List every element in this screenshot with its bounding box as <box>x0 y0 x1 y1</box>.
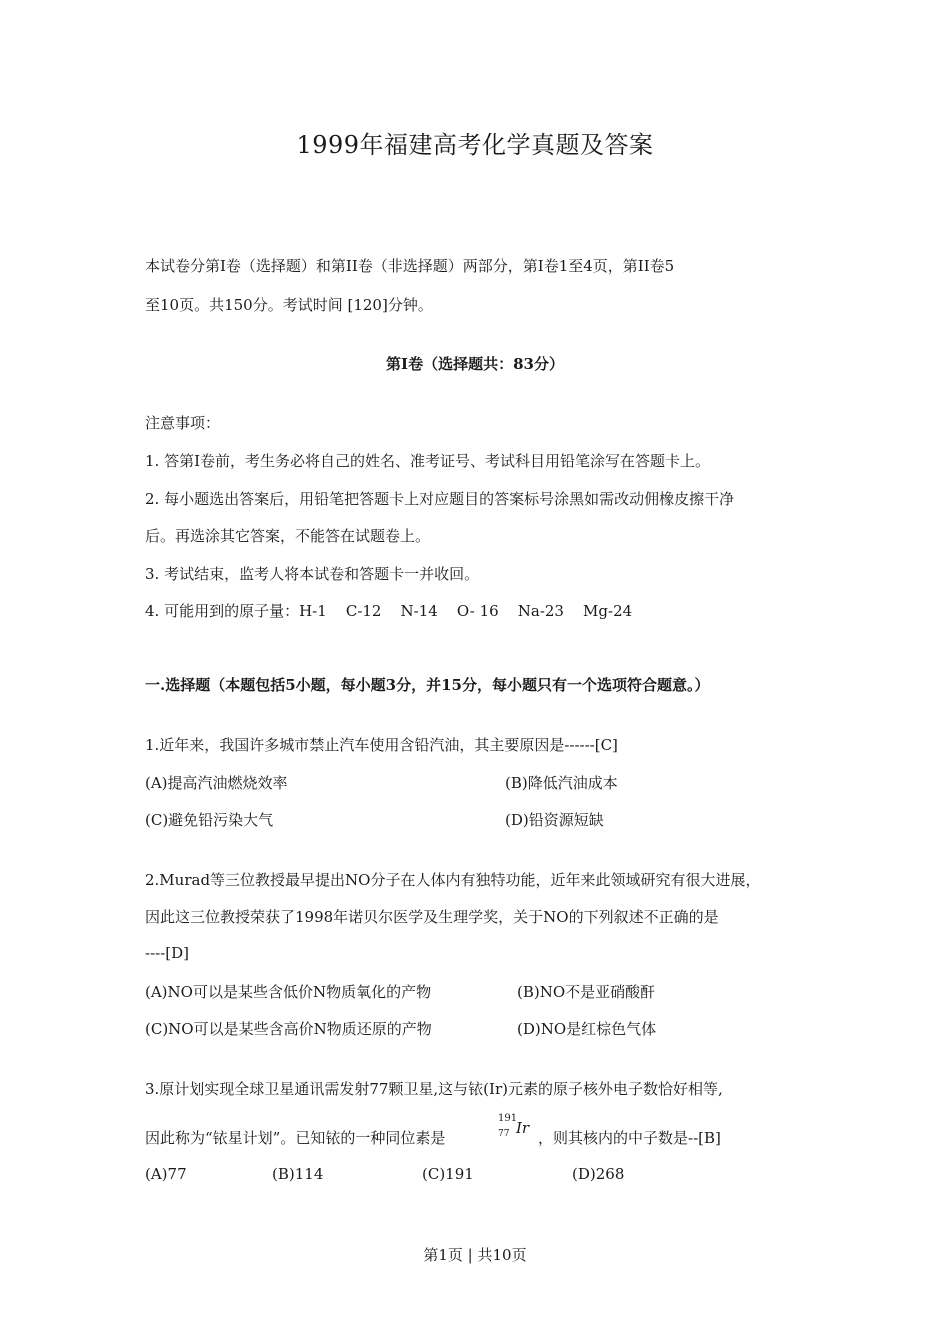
note-item-3: 3. 考试结束，监考人将本试卷和答题卡一并收回。 <box>145 565 480 583</box>
q3-option-b: (B)114 <box>272 1165 324 1183</box>
q1-option-a: (A)提高汽油燃烧效率 <box>145 774 288 792</box>
q1-stem: 1.近年来，我国许多城市禁止汽车使用含铅汽油，其主要原因是------[C] <box>145 736 618 754</box>
isotope-atomic-number: 77 <box>498 1129 510 1139</box>
note-item-2-line-2: 后。再选涂其它答案，不能答在试题卷上。 <box>145 527 431 545</box>
q3-option-d: (D)268 <box>572 1165 625 1183</box>
intro-line-1: 本试卷分第Ⅰ卷（选择题）和第II卷（非选择题）两部分，第Ⅰ卷1至4页，第II卷5 <box>145 257 675 275</box>
intro-line-2: 至10页。共150分。考试时间 [120]分钟。 <box>145 296 433 314</box>
q2-line-2: 因此这三位教授荣获了1998年诺贝尔医学及生理学奖，关于NO的下列叙述不正确的是 <box>145 908 719 926</box>
part1-heading: 第Ⅰ卷（选择题共：83分） <box>386 355 564 373</box>
q3-line-1: 3.原计划实现全球卫星通讯需发射77颗卫星,这与铱(Ir)元素的原子核外电子数恰好相等, <box>145 1080 723 1098</box>
page-title: 1999年福建高考化学真题及答案 <box>296 131 654 159</box>
q2-line-3: ----[D] <box>145 944 190 962</box>
q2-option-b: (B)NO不是亚硝酸酐 <box>517 983 656 1001</box>
q1-option-c: (C)避免铅污染大气 <box>145 811 274 829</box>
q3-line-2-post: ，则其核内的中子数是--[B] <box>538 1129 721 1147</box>
q3-option-c: (C)191 <box>422 1165 474 1183</box>
q3-option-a: (A)77 <box>145 1165 187 1183</box>
notes-heading: 注意事项： <box>145 414 221 432</box>
page-footer: 第1页 | 共10页 <box>423 1246 527 1264</box>
note-item-1: 1. 答第Ⅰ卷前，考生务必将自己的姓名、准考证号、考试科目用铅笔涂写在答题卡上。 <box>145 452 711 470</box>
isotope-mass-number: 191 <box>498 1113 518 1124</box>
isotope-symbol: Ir <box>516 1119 530 1137</box>
q2-option-a: (A)NO可以是某些含低价N物质氧化的产物 <box>145 983 432 1001</box>
q1-option-b: (B)降低汽油成本 <box>505 774 618 792</box>
note-item-2-line-1: 2. 每小题选出答案后，用铅笔把答题卡上对应题目的答案标号涂黑如需改动佣橡皮擦干净 <box>145 490 735 508</box>
q2-line-1: 2.Murad等三位教授最早提出NO分子在人体内有独特功能，近年来此领域研究有很大进展， <box>145 871 761 889</box>
q2-option-c: (C)NO可以是某些含高价N物质还原的产物 <box>145 1020 432 1038</box>
q3-line-2-pre: 因此称为“铱星计划”。已知铱的一种同位素是 <box>145 1129 446 1147</box>
iridium-isotope-notation <box>498 1113 538 1145</box>
q1-option-d: (D)铅资源短缺 <box>505 811 604 829</box>
q2-option-d: (D)NO是红棕色气体 <box>517 1020 657 1038</box>
note-item-4: 4. 可能用到的原子量：H-1 C-12 N-14 O- 16 Na-23 Mg-24 <box>145 602 633 620</box>
section1-heading: 一.选择题（本题包括5小题，每小题3分，并15分，每小题只有一个选项符合题意。） <box>145 676 710 694</box>
